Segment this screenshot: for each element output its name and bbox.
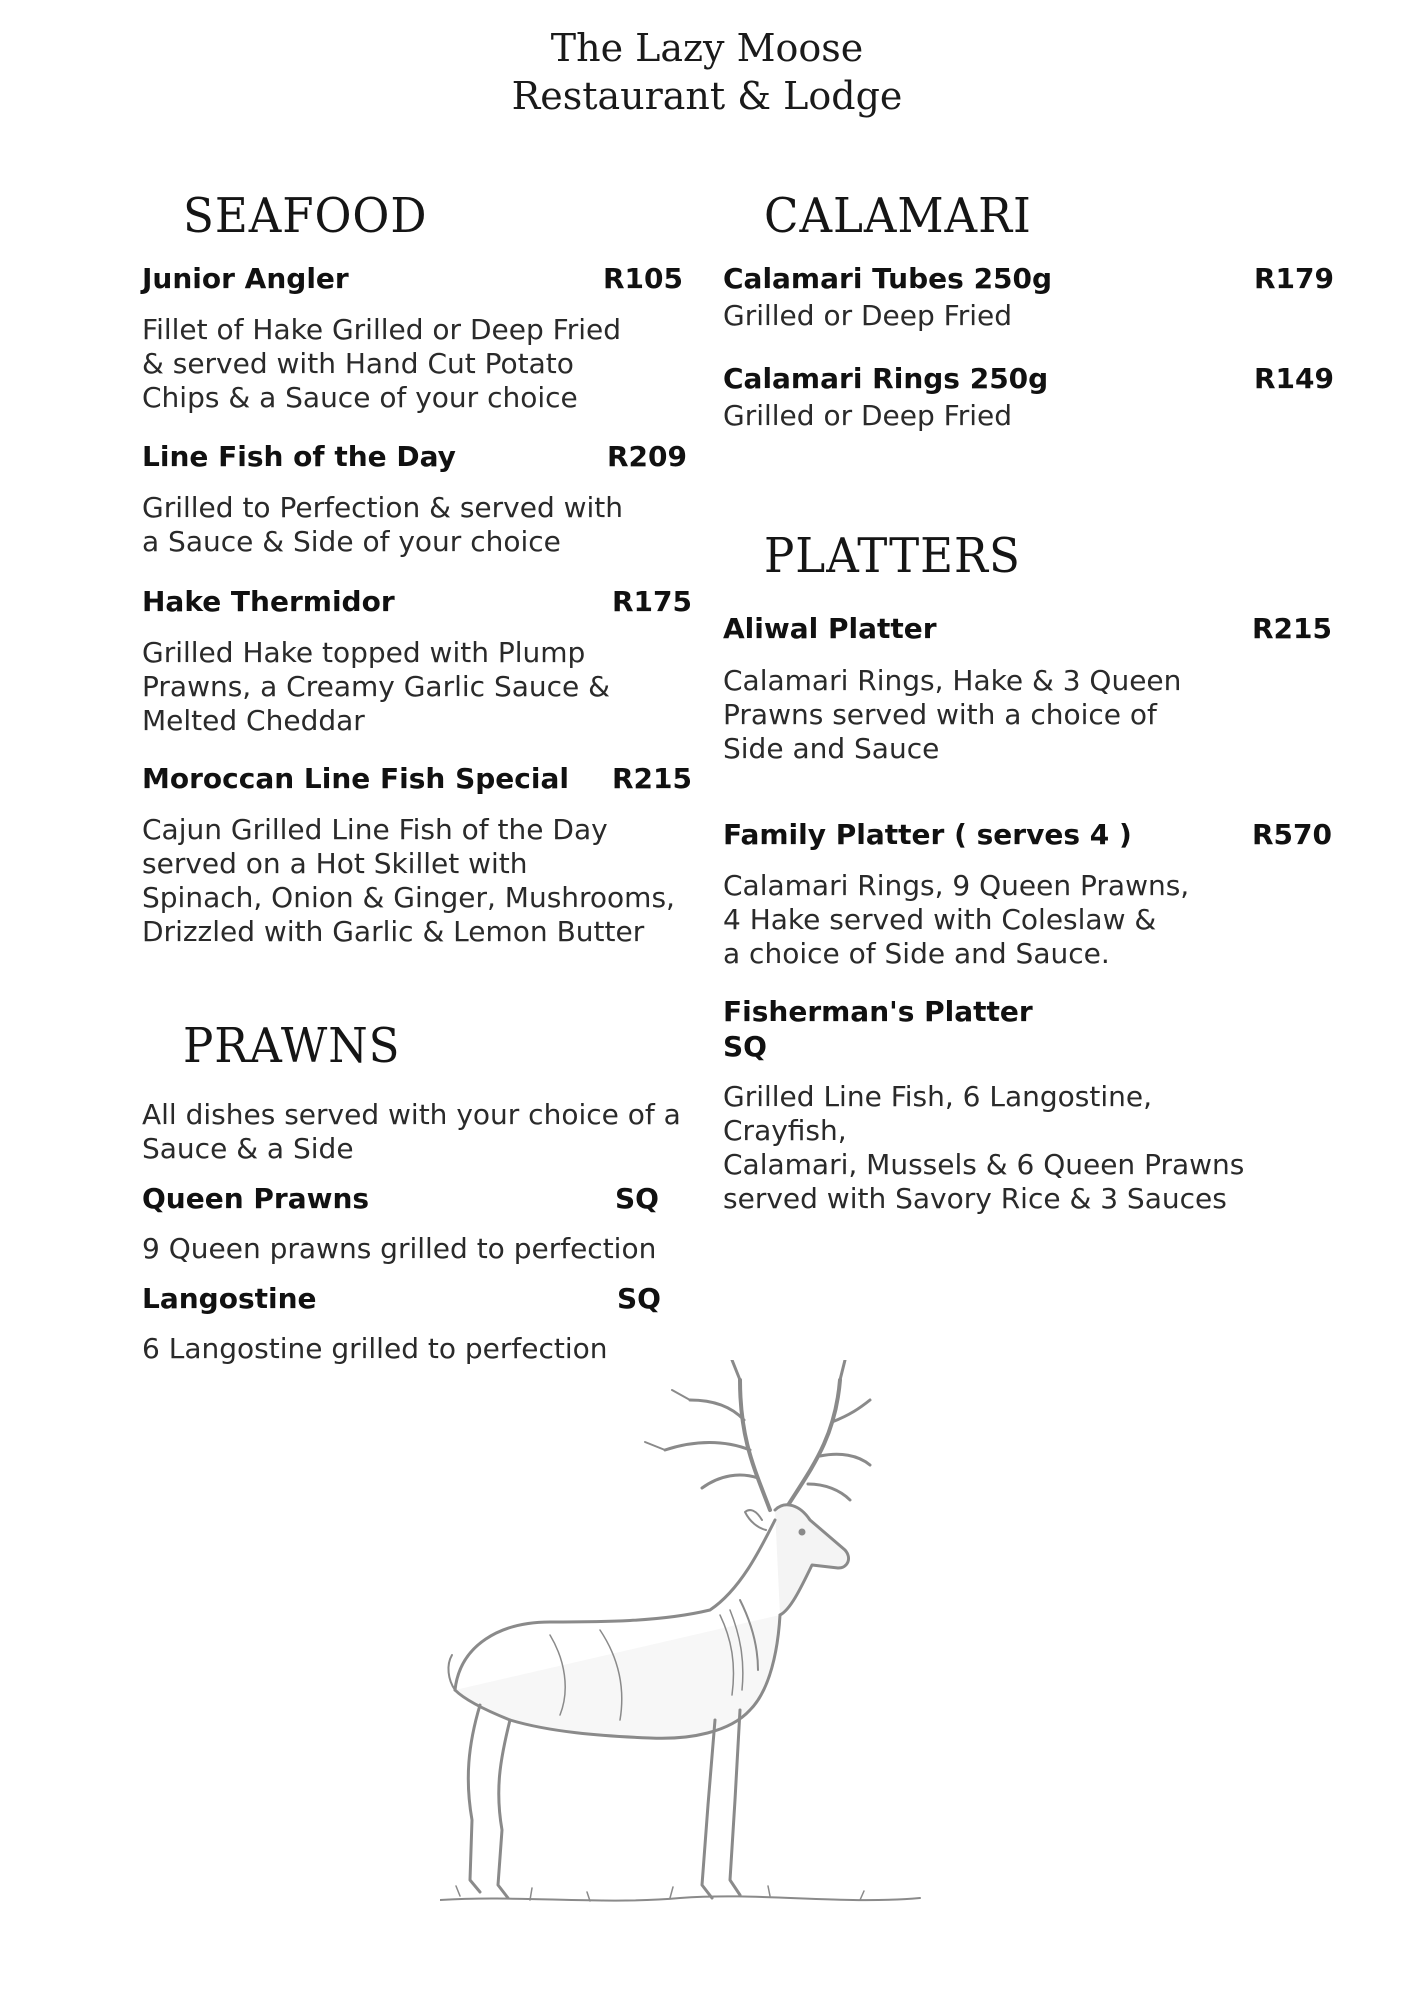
menu-item-name: Hake Thermidor <box>142 585 395 618</box>
menu-item-name: Junior Angler <box>142 262 349 295</box>
menu-item-description: Calamari Rings, Hake & 3 Queen Prawns served with a choice of Side and Sauce <box>723 664 1182 765</box>
menu-item-name: Family Platter ( serves 4 ) <box>723 818 1132 851</box>
menu-item-price: SQ <box>723 1030 767 1063</box>
menu-item-description: 9 Queen prawns grilled to perfection <box>142 1232 657 1265</box>
section-heading-calamari: CALAMARI <box>764 188 1032 244</box>
menu-item-description: Fillet of Hake Grilled or Deep Fried & served with Hand Cut Potato Chips & a Sauce of your choice <box>142 313 621 414</box>
menu-item-description: 6 Langostine grilled to perfection <box>142 1332 608 1365</box>
menu-item-description: Grilled or Deep Fried <box>723 299 1013 332</box>
menu-item-price: SQ <box>615 1182 659 1215</box>
menu-item-description: Grilled Hake topped with Plump Prawns, a Creamy Garlic Sauce & Melted Cheddar <box>142 636 610 737</box>
menu-item-description: Grilled or Deep Fried <box>723 399 1013 432</box>
menu-item-name: Fisherman's Platter <box>723 995 1033 1028</box>
menu-item-name: Langostine <box>142 1282 317 1315</box>
menu-item-name: Calamari Rings 250g <box>723 362 1049 395</box>
section-heading-platters: PLATTERS <box>764 528 1021 584</box>
section-heading-seafood: SEAFOOD <box>183 188 428 244</box>
menu-item-price: R215 <box>612 762 693 795</box>
menu-item-name: Aliwal Platter <box>723 612 937 645</box>
menu-item-description: Calamari Rings, 9 Queen Prawns, 4 Hake served with Coleslaw & a choice of Side and Sauce. <box>723 869 1190 970</box>
menu-item-name: Line Fish of the Day <box>142 440 456 473</box>
menu-item-name: Moroccan Line Fish Special <box>142 762 569 795</box>
stag-illustration-icon <box>440 1360 960 1920</box>
menu-item-name: Queen Prawns <box>142 1182 370 1215</box>
menu-item-price: R105 <box>603 262 684 295</box>
menu-item-description: Grilled to Perfection & served with a Sauce & Side of your choice <box>142 491 624 558</box>
menu-item-price: R179 <box>1254 262 1335 295</box>
menu-item-price: SQ <box>617 1282 661 1315</box>
section-heading-prawns: PRAWNS <box>183 1018 401 1074</box>
menu-item-name: Calamari Tubes 250g <box>723 262 1053 295</box>
menu-item-price: R175 <box>612 585 693 618</box>
restaurant-subtitle: Restaurant & Lodge <box>511 74 903 118</box>
menu-item-description: Grilled Line Fish, 6 Langostine, Crayfish, Calamari, Mussels & 6 Queen Prawns served with Savory Rice & 3 Sauces <box>723 1080 1245 1215</box>
menu-item-price: R215 <box>1252 612 1333 645</box>
menu-item-price: R149 <box>1254 362 1335 395</box>
restaurant-name: The Lazy Moose <box>550 26 864 70</box>
menu-item-description: Cajun Grilled Line Fish of the Day served on a Hot Skillet with Spinach, Onion & Ginger, Mushrooms, Drizzled with Garlic & Lemon Butter <box>142 813 675 948</box>
menu-item-price: R570 <box>1252 818 1333 851</box>
section-intro: All dishes served with your choice of a Sauce & a Side <box>142 1098 681 1165</box>
menu-item-price: R209 <box>607 440 688 473</box>
